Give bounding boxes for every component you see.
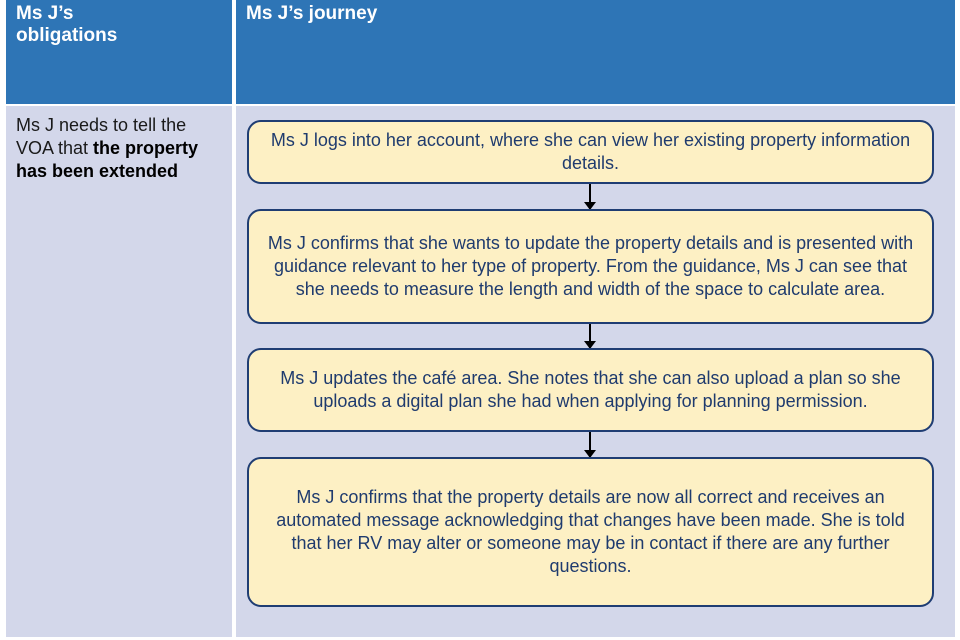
flow-arrow-1 bbox=[589, 184, 591, 209]
journey-step-1 bbox=[247, 120, 934, 184]
journey-step-3 bbox=[247, 348, 934, 432]
journey-step-1-text: Ms J logs into her account, where she can view her existing property information details. bbox=[270, 130, 911, 173]
flow-arrow-2 bbox=[589, 324, 591, 348]
obligations-cell bbox=[6, 106, 232, 637]
journey-step-2-text: Ms J confirms that she wants to update the property details and is presented with guidance relevant to her type of property. From the guidance, Ms J can see that she needs to measure the length and width of the space to calculate area. bbox=[267, 233, 914, 299]
journey-step-4-text: Ms J confirms that the property details are now all correct and receives an automated message acknowledging that changes have been made. She is told that her RV may alter or someone may be in contact if there are any further questions. bbox=[276, 487, 905, 576]
journey-header bbox=[236, 0, 955, 104]
obligations-text-plain: Ms J needs to tell the VOA that bbox=[16, 115, 187, 158]
obligations-text-bold: the property has been extended bbox=[16, 138, 199, 181]
journey-step-3-text: Ms J updates the café area. She notes that she can also upload a plan so she uploads a digital plan she had when applying for planning permission. bbox=[280, 368, 901, 411]
journey-step-4 bbox=[247, 457, 934, 607]
obligations-text bbox=[16, 114, 221, 183]
journey-step-2 bbox=[247, 209, 934, 324]
flow-arrow-3 bbox=[589, 432, 591, 457]
obligations-header bbox=[6, 0, 232, 104]
obligations-header-label: Ms J’s obligations bbox=[16, 3, 118, 46]
journey-header-label: Ms J’s journey bbox=[246, 3, 378, 24]
